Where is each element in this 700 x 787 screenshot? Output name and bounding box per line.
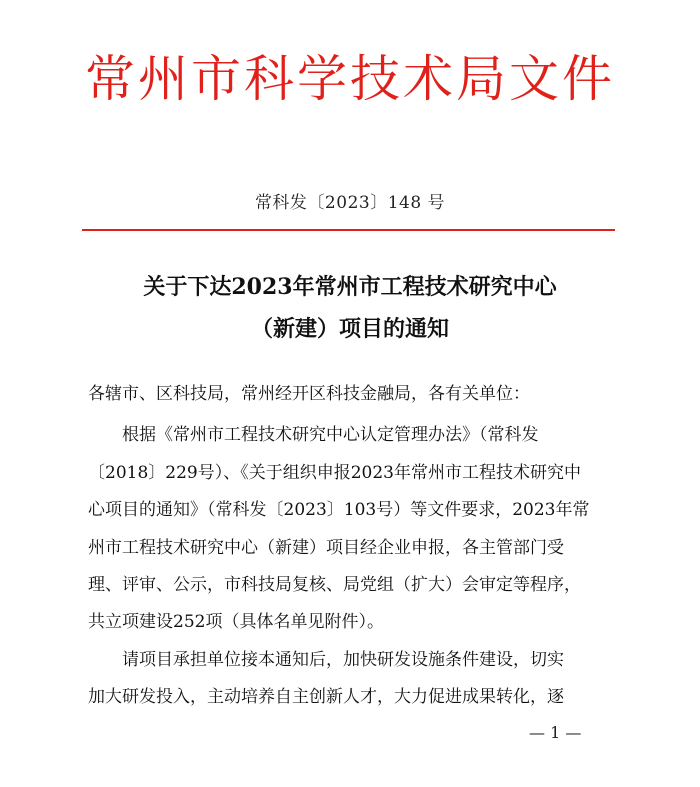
paragraph-2-line-1: 请项目承担单位接本通知后，加快研发设施条件建设，切实 <box>88 650 564 670</box>
paragraph-1-line-5: 理、评审、公示，市科技局复核、局党组（扩大）会审定等程序， <box>88 575 581 595</box>
document-title-line-2: （新建）项目的通知 <box>250 316 449 342</box>
document-number: 常科发〔2023〕148 号 <box>254 193 446 213</box>
red-divider-line <box>82 229 615 231</box>
page-number: — 1 — <box>529 723 582 742</box>
letterhead-title: 常州市科学技术局文件 <box>85 50 615 108</box>
paragraph-2-line-2: 加大研发投入，主动培养自主创新人才，大力促进成果转化，逐 <box>88 687 564 707</box>
paragraph-1-line-1: 根据《常州市工程技术研究中心认定管理办法》（常科发 <box>88 425 539 445</box>
paragraph-1-line-3: 心项目的通知》（常科发〔2023〕103号）等文件要求，2023年常 <box>88 500 590 520</box>
document-title-line-1: 关于下达2023年常州市工程技术研究中心 <box>143 274 557 300</box>
paragraph-1-line-2: 〔2018〕229号）、《关于组织申报2023年常州市工程技术研究中 <box>88 463 581 483</box>
paragraph-1-line-4: 州市工程技术研究中心（新建）项目经企业申报，各主管部门受 <box>88 538 564 558</box>
salutation: 各辖市、区科技局，常州经开区科技金融局，各有关单位： <box>88 384 530 404</box>
paragraph-1-line-6: 共立项建设252项（具体名单见附件）。 <box>88 612 384 632</box>
